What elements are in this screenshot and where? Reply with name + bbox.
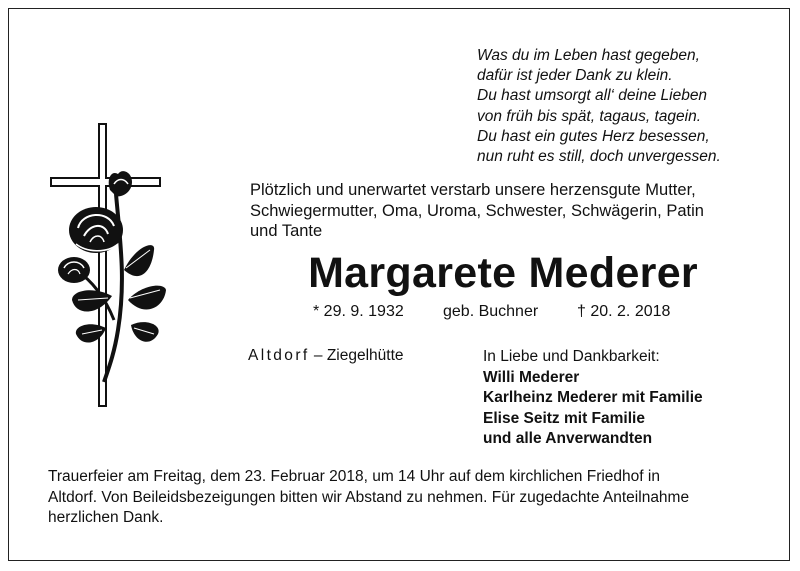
mourner-name: und alle Anverwandten xyxy=(483,430,653,447)
maiden-name: geb. Buchner xyxy=(443,303,539,320)
mourner-name: Willi Mederer xyxy=(483,368,580,386)
poem-line: dafür ist jeder Dank zu klein. xyxy=(477,67,673,85)
death-date: † 20. 2. 2018 xyxy=(577,303,671,320)
mourners-heading: In Liebe und Dankbarkeit: xyxy=(483,348,660,365)
poem xyxy=(477,46,721,167)
poem-line: nun ruht es still, doch unvergessen. xyxy=(477,148,721,166)
intro-text xyxy=(250,180,756,242)
mourner-name: Elise Seitz mit Familie xyxy=(483,409,645,427)
intro-line: Plötzlich und unerwartet verstarb unsere herzensgute Mutter, xyxy=(250,181,696,199)
mourner-name: Karlheinz Mederer mit Familie xyxy=(483,389,703,406)
poem-line: von früh bis spät, tagaus, tagein. xyxy=(477,107,702,125)
poem-line: Du hast umsorgt all‘ deine Lieben xyxy=(477,87,708,105)
mourners xyxy=(483,347,703,450)
place-district: – Ziegelhütte xyxy=(309,347,404,364)
place xyxy=(248,347,404,365)
footer-line: Trauerfeier am Freitag, dem 23. Februar 2018, um 14 Uhr auf dem kirchlichen Friedhof in xyxy=(48,468,660,485)
footer-line: Altdorf. Von Beileidsbezeigungen bitten wir Abstand zu nehmen. Für zugedachte Anteilnahme xyxy=(48,488,690,506)
place-town: Altdorf xyxy=(248,347,310,364)
footer-line: herzlichen Dank. xyxy=(48,509,164,526)
poem-line: Was du im Leben hast gegeben, xyxy=(477,47,700,64)
birth-date: * 29. 9. 1932 xyxy=(313,303,404,320)
cross-with-rose-icon xyxy=(46,120,176,410)
funeral-info xyxy=(48,467,756,529)
intro-line: Schwiegermutter, Oma, Uroma, Schwester, Schwägerin, Patin xyxy=(250,201,704,220)
poem-line: Du hast ein gutes Herz besessen, xyxy=(477,127,710,145)
intro-line: und Tante xyxy=(250,222,323,240)
deceased-name: Margarete Mederer xyxy=(308,249,698,297)
